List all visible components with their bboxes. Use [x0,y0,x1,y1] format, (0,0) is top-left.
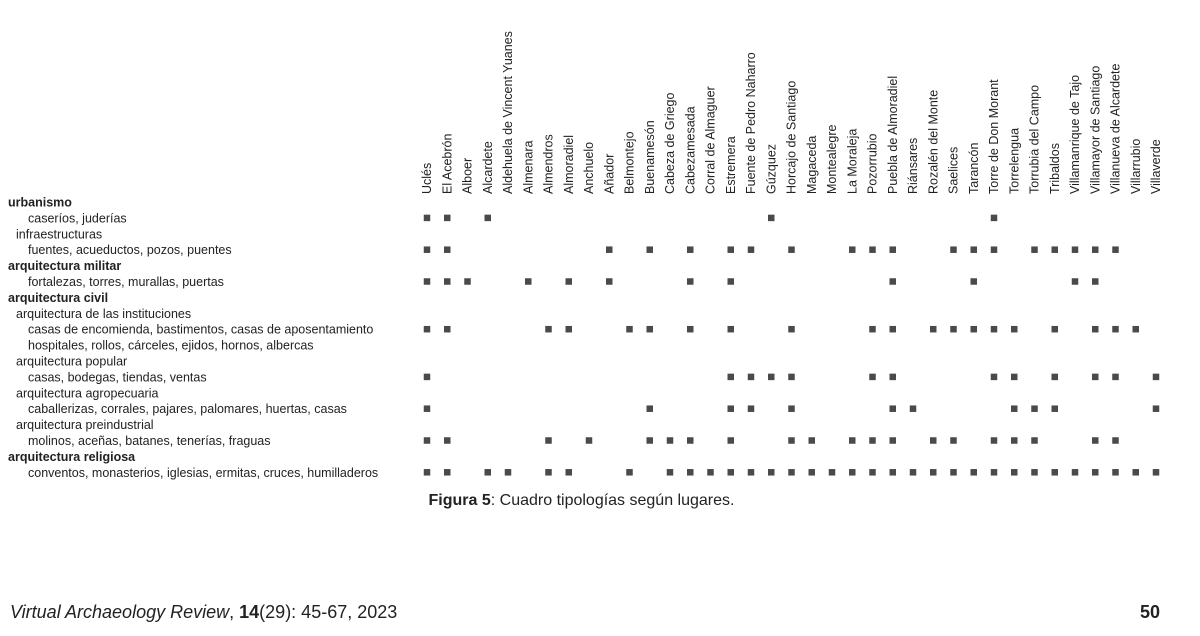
column-header: Añador [602,153,617,194]
column-header: Villamayor de Santiago [1088,65,1103,194]
data-mark [950,326,957,333]
data-mark [768,469,775,476]
data-mark [971,246,978,253]
data-mark [728,326,735,333]
data-mark [1052,326,1059,333]
column-header: Torrubia del Campo [1027,84,1042,194]
data-mark [505,469,512,476]
figure-caption-text: : Cuadro tipologías según lugares. [490,492,735,509]
data-mark [1052,246,1059,253]
data-mark [647,437,654,444]
page-number: 50 [1140,602,1161,622]
data-mark [687,469,694,476]
data-mark [1011,469,1018,476]
data-mark [667,437,674,444]
row-label: fortalezas, torres, murallas, puertas [28,275,224,289]
column-header: Puebla de Almoradiel [885,75,900,194]
data-mark [606,246,613,253]
data-mark [424,405,431,412]
data-mark [444,469,451,476]
column-header: Saelices [946,146,961,194]
column-header: Cabeza de Griego [663,92,677,194]
column-header: Anchuelo [582,141,596,194]
data-mark [1133,469,1140,476]
data-mark [748,374,755,381]
citation-separator: , [229,602,240,622]
figure-label: Figura 5 [428,492,491,509]
row-label: caseríos, juderías [28,211,127,226]
data-mark [1011,374,1018,381]
data-mark [1031,437,1038,444]
data-mark [991,215,998,222]
data-mark [869,246,876,253]
row-category-label: arquitectura religiosa [8,449,136,464]
data-mark [890,374,897,381]
row-subcategory-label: arquitectura preindustrial [16,418,154,433]
data-mark [1092,278,1099,285]
data-mark [748,405,755,412]
data-mark [728,469,735,476]
data-mark [869,374,876,381]
data-mark [1031,469,1038,476]
column-header: Villaverde [1149,139,1163,194]
data-mark [788,246,795,253]
data-mark [444,246,451,253]
row-category-label: arquitectura civil [8,290,109,305]
data-mark [748,469,755,476]
column-header: Gúzquez [764,143,779,194]
data-mark [971,469,978,476]
data-mark [424,246,431,253]
data-mark [647,326,654,333]
data-mark [667,469,674,476]
column-header: Torrelengua [1007,127,1022,194]
data-mark [950,246,957,253]
data-mark [444,215,451,222]
data-mark [1112,374,1119,381]
data-mark [991,326,998,333]
data-mark [809,437,816,444]
row-category-label: arquitectura militar [8,259,122,274]
data-mark [566,278,573,285]
column-header: Aldehuela de Vincent Yuanes [501,31,515,194]
data-mark [1112,469,1119,476]
column-header: Pozorrubio [865,133,880,194]
column-header: Rozalén del Monte [926,89,941,194]
data-mark [626,469,633,476]
data-mark [545,469,552,476]
data-mark [869,437,876,444]
data-mark [728,374,735,381]
data-mark [788,374,795,381]
data-mark [1072,469,1079,476]
data-mark [1031,405,1038,412]
data-mark [444,278,451,285]
column-header: Torre de Don Morant [987,79,1001,194]
column-header: Buenamesón [642,120,657,194]
row-subcategory-label: infraestructuras [16,227,103,242]
data-mark [1153,374,1160,381]
column-header: Estremera [723,136,738,194]
column-header: Almoradiel [561,134,576,194]
row-label: casas, bodegas, tiendas, ventas [28,370,207,385]
column-header: El Acebrón [440,133,455,194]
data-mark [1052,469,1059,476]
row-label: hospitales, rollos, cárceles, ejidos, hornos, albercas [28,338,314,353]
data-mark [586,437,593,444]
row-label: fuentes, acueductos, pozos, puentes [28,243,232,258]
data-mark [485,215,492,222]
data-mark [566,469,573,476]
data-mark [788,437,795,444]
data-mark [728,405,735,412]
data-mark [890,437,897,444]
data-mark [444,437,451,444]
data-mark [687,437,694,444]
data-mark [1072,278,1079,285]
journal-name: Virtual Archaeology Review [10,602,230,622]
data-mark [829,469,836,476]
data-mark [991,437,998,444]
data-mark [424,326,431,333]
data-mark [991,374,998,381]
column-header: Villanueva de Alcardete [1108,63,1123,194]
journal-citation [10,602,397,623]
data-mark [910,405,917,412]
data-mark [728,437,735,444]
data-mark [930,469,937,476]
data-mark [1153,469,1160,476]
column-header: Riánsares [906,137,920,194]
data-mark [869,469,876,476]
data-mark [991,469,998,476]
row-label: casas de encomienda, bastimentos, casas de aposentamiento [28,322,374,337]
column-header: Montealegre [825,124,839,194]
journal-volume: 14 [239,602,260,622]
row-subcategory-label: arquitectura agropecuaria [16,386,159,401]
data-mark [1112,437,1119,444]
column-header: Alboer [460,157,475,194]
data-mark [606,278,613,285]
column-header: Magaceda [804,135,819,194]
data-mark [748,246,755,253]
column-header: Villamanrique de Tajo [1068,74,1082,194]
data-mark [809,469,816,476]
data-mark [545,326,552,333]
data-mark [1092,246,1099,253]
data-mark [930,437,937,444]
data-mark [687,326,694,333]
data-mark [849,246,856,253]
row-subcategory-label: arquitectura popular [16,354,128,369]
data-mark [728,278,735,285]
data-mark [1092,326,1099,333]
row-label: conventos, monasterios, iglesias, ermitas, cruces, humilladeros [28,465,379,480]
data-mark [1072,246,1079,253]
data-mark [424,469,431,476]
column-header: Alcardete [480,141,495,194]
data-mark [849,469,856,476]
column-header: Almenara [521,140,536,194]
data-mark [788,405,795,412]
data-mark [1031,246,1038,253]
column-header: Tarancón [966,142,981,194]
data-mark [1052,405,1059,412]
column-header: Fuente de Pedro Naharro [744,52,758,194]
data-mark [545,437,552,444]
data-mark [424,374,431,381]
column-header: La Moraleja [845,128,860,194]
data-mark [788,469,795,476]
data-mark [464,278,471,285]
data-mark [1011,326,1018,333]
data-mark [890,278,897,285]
data-mark [1011,437,1018,444]
data-mark [647,405,654,412]
data-mark [890,326,897,333]
column-headers [420,31,1163,194]
data-mark [1092,437,1099,444]
data-mark [728,246,735,253]
data-mark [1052,374,1059,381]
data-mark [991,246,998,253]
data-mark [1092,469,1099,476]
data-mark [424,437,431,444]
data-mark [626,326,633,333]
data-mark [768,374,775,381]
column-header: Almendros [541,134,556,194]
data-mark [930,326,937,333]
data-mark [424,278,431,285]
data-mark [788,326,795,333]
data-mark [1092,374,1099,381]
row-label: caballerizas, corrales, pajares, palomares, huertas, casas [28,402,347,417]
data-mark [1153,405,1160,412]
data-mark [424,215,431,222]
data-mark [647,246,654,253]
data-mark [910,469,917,476]
column-header: Villarrubio [1128,138,1143,194]
data-mark [1011,405,1018,412]
column-header: Belmontejo [622,131,637,194]
data-mark [950,437,957,444]
data-mark [890,469,897,476]
data-mark [687,278,694,285]
column-header: Horcajo de Santiago [784,80,799,194]
journal-issue-pages: (29): 45-67, 2023 [259,602,398,622]
figure-caption [0,492,1163,510]
row-labels [8,196,378,480]
data-mark [890,405,897,412]
row-label: molinos, aceñas, batanes, tenerías, fraguas [28,434,271,448]
data-mark [444,326,451,333]
data-mark [869,326,876,333]
data-mark [950,469,957,476]
row-category-label: urbanismo [8,195,72,210]
data-marks [424,215,1160,476]
data-mark [849,437,856,444]
column-header: Tribaldos [1047,143,1062,194]
data-mark [768,215,775,222]
data-mark [485,469,492,476]
data-mark [525,278,532,285]
column-header: Uclés [420,162,434,194]
data-mark [1112,246,1119,253]
data-mark [890,246,897,253]
data-mark [707,469,714,476]
data-mark [1112,326,1119,333]
column-header: Corral de Almaguer [703,86,718,194]
data-mark [566,326,573,333]
data-mark [971,278,978,285]
data-mark [971,326,978,333]
row-subcategory-label: arquitectura de las instituciones [16,306,192,321]
column-header: Cabezamesada [683,106,698,194]
data-mark [1133,326,1140,333]
data-mark [687,246,694,253]
